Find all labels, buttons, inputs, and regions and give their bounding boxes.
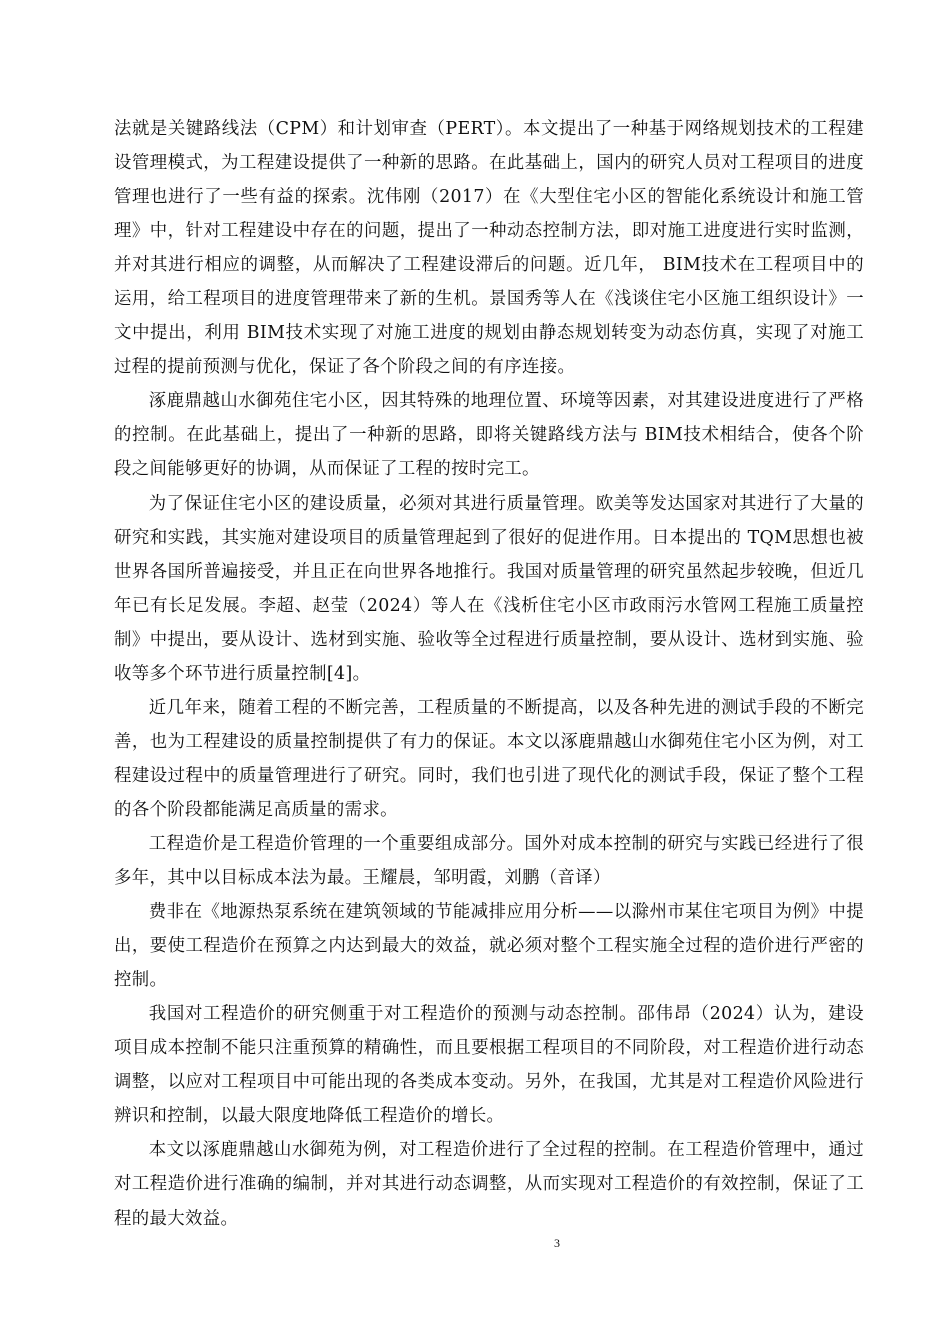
paragraph-6: 费非在《地源热泵系统在建筑领域的节能减排应用分析——以滁州市某住宅项目为例》中提出，要使工程造价在预算之内达到最大的效益，就必须对整个工程实施全过程的造价进行严密的控制。 xyxy=(114,902,864,991)
page-number: 3 xyxy=(554,1236,560,1250)
paragraph-5: 工程造价是工程造价管理的一个重要组成部分。国外对成本控制的研究与实践已经进行了很多年，其中以目标成本法为最。王耀晨，邹明霞，刘鹏（音译） xyxy=(114,833,864,889)
paragraph-3: 为了保证住宅小区的建设质量，必须对其进行质量管理。欧美等发达国家对其进行了大量的研究和实践，其实施对建设项目的质量管理起到了很好的促进作用。日本提出的 TQM思想也被世界各国所普遍接受，并且正在向世界各地推行。我国对质量管理的研究虽然起步较晚，但近几年已有长足发展。李超、赵莹（2024）等人在《浅析住宅小区市政雨污水管网工程施工质量控制》中提出，要从设计、选材到实施、验收等全过程进行质量控制，要从设计、选材到实施、验收等多个环节进行质量控制[4]。 xyxy=(114,493,864,684)
paragraph-8: 本文以涿鹿鼎越山水御苑为例，对工程造价进行了全过程的控制。在工程造价管理中，通过对工程造价进行准确的编制，并对其进行动态调整，从而实现对工程造价的有效控制，保证了工程的最大效益。 xyxy=(114,1140,864,1229)
paragraph-1: 法就是关键路线法（CPM）和计划审查（PERT）。本文提出了一种基于网络规划技术的工程建设管理模式，为工程建设提供了一种新的思路。在此基础上，国内的研究人员对工程项目的进度管理也进行了一些有益的探索。沈伟刚（2017）在《大型住宅小区的智能化系统设计和施工管理》中，针对工程建设中存在的问题，提出了一种动态控制方法，即对施工进度进行实时监测，并对其进行相应的调整，从而解决了工程建设滞后的问题。近几年， BIM技术在工程项目中的运用，给工程项目的进度管理带来了新的生机。景国秀等人在《浅谈住宅小区施工组织设计》一文中提出，利用 BIM技术实现了对施工进度的规划由静态规划转变为动态仿真，实现了对施工过程的提前预测与优化，保证了各个阶段之间的有序连接。 xyxy=(114,119,864,378)
body-text xyxy=(114,112,864,1236)
paragraph-4: 近几年来，随着工程的不断完善，工程质量的不断提高，以及各种先进的测试手段的不断完善，也为工程建设的质量控制提供了有力的保证。本文以涿鹿鼎越山水御苑住宅小区为例，对工程建设过程中的质量管理进行了研究。同时，我们也引进了现代化的测试手段，保证了整个工程的各个阶段都能满足高质量的需求。 xyxy=(114,697,864,820)
paragraph-7: 我国对工程造价的研究侧重于对工程造价的预测与动态控制。邵伟昂（2024）认为，建设项目成本控制不能只注重预算的精确性，而且要根据工程项目的不同阶段，对工程造价进行动态调整，以应对工程项目中可能出现的各类成本变动。另外，在我国，尤其是对工程造价风险进行辨识和控制，以最大限度地降低工程造价的增长。 xyxy=(114,1004,864,1127)
paragraph-2: 涿鹿鼎越山水御苑住宅小区，因其特殊的地理位置、环境等因素，对其建设进度进行了严格的控制。在此基础上，提出了一种新的思路，即将关键路线方法与 BIM技术相结合，使各个阶段之间能够更好的协调，从而保证了工程的按时完工。 xyxy=(114,391,864,480)
